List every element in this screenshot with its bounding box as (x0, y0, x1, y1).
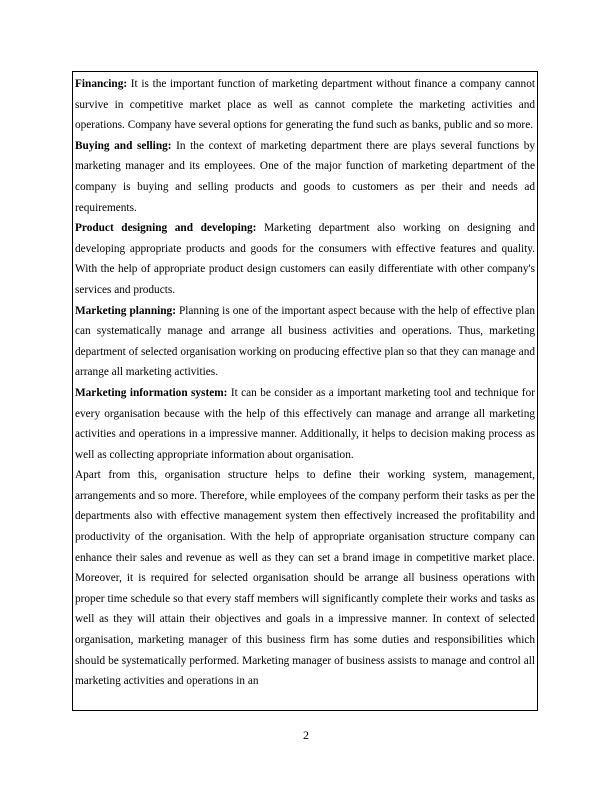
paragraph-heading: Marketing information system: (75, 386, 228, 399)
paragraph-heading: Product designing and developing: (75, 222, 257, 235)
paragraph-text: In the context of marketing department there are plays several functions by marketing manager and its employees. One of the major function of marketing department of the company is buying and selling products and goods to customers as per their and needs ad requirements. (75, 139, 535, 214)
paragraph-text: It is the important function of marketing department without finance a company cannot survive in competitive market place as well as cannot complete the marketing activities and operations. Company have several options for generating the fund such as banks, public and so more. (75, 78, 535, 132)
paragraph-financing (75, 74, 535, 136)
paragraph-product-design (75, 218, 535, 300)
paragraph-text: Marketing department also working on designing and developing appropriate products and goods for the consumers with effective features and quality. With the help of appropriate product design customers can easily differentiate with other company's services and products. (75, 222, 535, 296)
paragraph-marketing-planning (75, 301, 535, 383)
content-box (72, 71, 538, 711)
paragraph-text: Apart from this, organisation structure helps to define their working system, management, arrangements and so more. Therefore, while employees of the company perform their tasks as per the departments also with effective management system then effectively increased the profitability and productivity of the organisation. With the help of appropriate organisation structure company can enhance their sales and revenue as well as they can set a brand image in competitive market place. Moreover, it is required for selected organisation should be arrange all business operations with proper time schedule so that every staff members will significantly complete their works and tasks as well as they will attain their objectives and goals in a impressive manner. In context of selected organisation, marketing manager of this business firm has some duties and responsibilities which should be systematically performed. Marketing manager of business assists to manage and control all marketing activities and operations in an (75, 469, 535, 688)
paragraph-organisation-structure (75, 465, 535, 692)
paragraph-heading: Buying and selling: (75, 139, 172, 152)
paragraph-marketing-information-system (75, 383, 535, 465)
page-number: 2 (303, 728, 309, 742)
paragraph-buying-selling (75, 136, 535, 218)
paragraph-text: Planning is one of the important aspect because with the help of effective plan can systematically manage and arrange all business activities and operations. Thus, marketing department of selected organisation working on producing effective plan so that they can manage and arrange all marketing activities. (75, 304, 535, 379)
paragraph-heading: Financing: (75, 78, 128, 90)
paragraph-heading: Marketing planning: (75, 304, 176, 317)
paragraph-text: It can be consider as a important marketing tool and technique for every organisation because with the help of this effectively can manage and arrange all marketing activities and operations in a impressive manner. Additionally, it helps to decision making process as well as collecting appropriate information about organisation. (75, 386, 535, 461)
